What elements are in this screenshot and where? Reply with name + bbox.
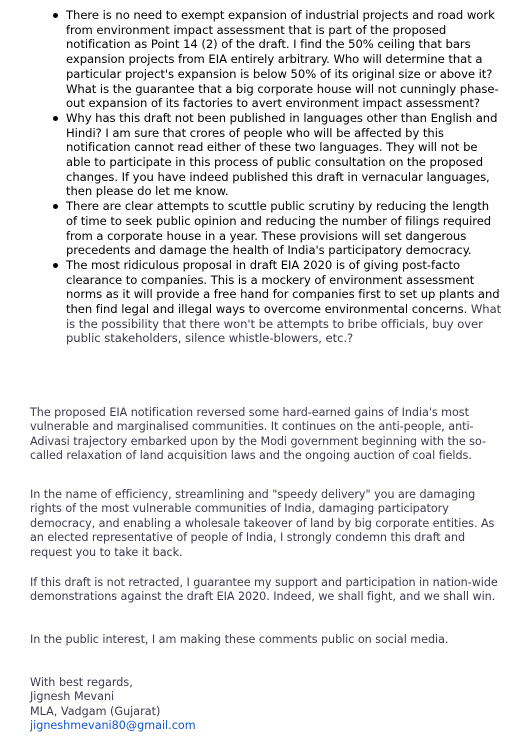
objection-list [0, 8, 503, 346]
paragraph-public-interest: In the public interest, I am making these comments public on social media. [30, 633, 449, 646]
objection-item [66, 8, 503, 111]
objection-item [66, 111, 503, 199]
paragraph-eia-reversal: The proposed EIA notification reversed some hard-earned gains of India's most vulnerable and marginalised communities. It continues on the anti-people, anti-Adivasi trajectory embarked upon by the Modi government beginning with the so-called relaxation of land acquisition laws and the ongoing auction of coal fields. [30, 406, 486, 463]
objection-text: There is no need to exempt expansion of industrial projects and road work from environment impact assessment that is part of the proposed notification as Point 14 (2) of the draft. I find the 50% ceiling that bars expansion projects from EIA entirely arbitrary. Who will determine that a particular project's expansion is below 50% of its original size or above it? What is the guarantee that a big corporate house will not cunningly phase-out expansion of its factories to avert environment impact assessment? [66, 8, 499, 111]
objection-text: There are clear attempts to scuttle public scrutiny by reducing the length of time to seek public opinion and reducing the number of filings required from a corporate house in a year. These provisions will set dangerous precedents and damage the health of India's participatory democracy. [66, 199, 492, 258]
sender-name: Jignesh Mevani [30, 690, 115, 704]
closing-line: With best regards, [30, 676, 133, 689]
objection-item [66, 258, 503, 346]
objection-item [66, 199, 503, 258]
paragraph-efficiency: In the name of efficiency, streamlining and "speedy delivery" you are damaging rights of the most vulnerable communities of India, damaging participatory democracy, and enabling a wholesale takeover of land by big corporate entities. As an elected representative of people of India, I strongly condemn this draft and request you to take it back. [30, 488, 495, 559]
email-link[interactable]: jigneshmevani80@gmail.com [30, 719, 196, 733]
signature-block [30, 676, 500, 734]
objection-text: The most ridiculous proposal in draft EIA 2020 is of giving post-facto clearance to companies. This is a mockery of environment assessment norms as it will provide a free hand for companies first to set up plants and then find legal and illegal ways to overcome environmental concerns. [66, 257, 500, 317]
sender-title: MLA, Vadgam (Gujarat) [30, 704, 161, 718]
objection-text: Why has this draft not been published in languages other than English and Hindi? I am sure that crores of people who will be affected by this notification cannot read either of these two languages. They will not be able to participate in this process of public consultation on the proposed changes. If you have indeed published this draft in vernacular languages, then please do let me know. [66, 110, 498, 199]
paragraph-retraction: If this draft is not retracted, I guarantee my support and participation in nation-wide demonstrations against the draft EIA 2020. Indeed, we shall fight, and we shall win. [30, 576, 498, 604]
objection-followup-text: What is the possibility that there won't be attempts to bribe officials, buy over public stakeholders, silence whistle-blowers, etc.? [66, 302, 502, 346]
